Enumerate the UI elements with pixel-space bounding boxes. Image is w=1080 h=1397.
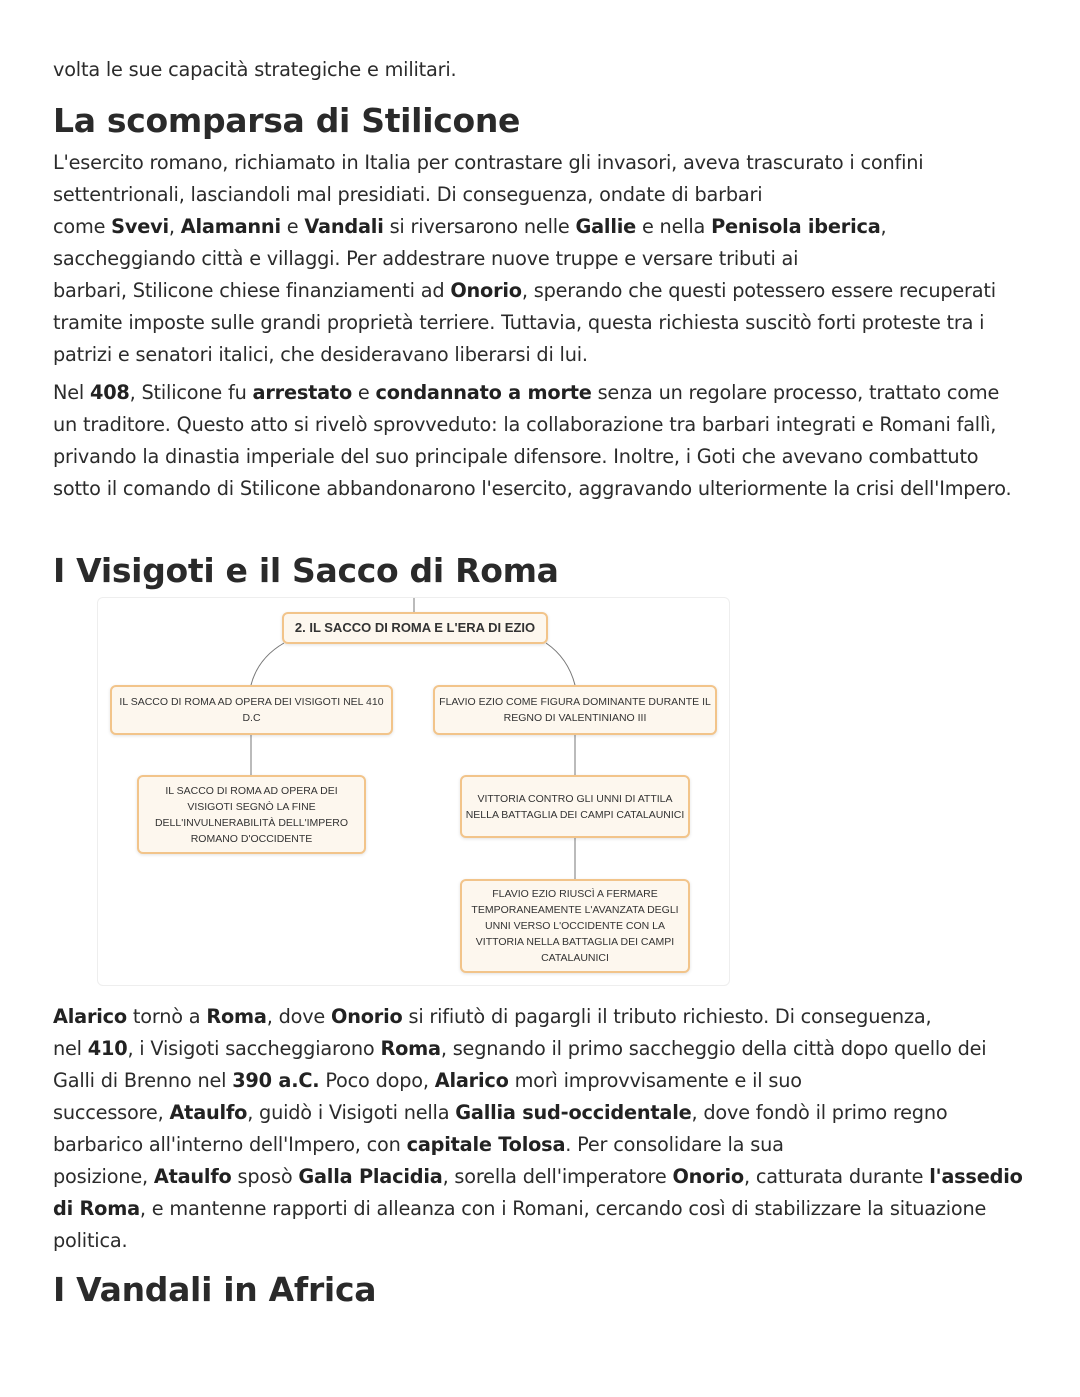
text-run: e — [352, 381, 376, 404]
bold-text: arrestato — [252, 381, 352, 404]
text-run: senza un regolare processo, trattato come un traditore. Questo atto si rivelò sprovveduto: la collaborazione tra barbari integrati e Romani fallì, privando la dinastia imperiale del suo principale difensore. Inoltre, i Goti che avevano combattuto sotto il comando di Stilicone abbandonarono l'esercito, aggravando ulteriormente la crisi dell'Impero. — [53, 381, 1012, 500]
bold-text: Ataulfo — [153, 1165, 232, 1188]
text-run: morì improvvisamente e il suo — [508, 1069, 802, 1092]
text-run: Poco dopo, — [319, 1069, 435, 1092]
text-run: si rifiutò di pagargli il tributo richiesto. Di conseguenza, — [402, 1005, 932, 1028]
text-run: , dove fondò il primo regno barbarico all'interno dell'Impero, con — [53, 1101, 948, 1156]
bold-text: capitale Tolosa — [406, 1133, 566, 1156]
bold-text: Ataulfo — [169, 1101, 248, 1124]
text-run: e — [280, 215, 305, 238]
text-run: . Per consolidare la sua — [565, 1133, 784, 1156]
text-run: L'esercito romano, richiamato in Italia per contrastare gli invasori, aveva trascurato i confini settentrionali, lasciandoli mal presidiati. Di conseguenza, ondate di barbari — [53, 151, 924, 206]
text-run: come — [53, 215, 112, 238]
bold-text: Vandali — [304, 215, 384, 238]
text-run: posizione, — [53, 1165, 154, 1188]
bold-text: Roma — [380, 1037, 441, 1060]
text-run: , saccheggiando città e villaggi. Per addestrare nuove truppe e versare tributi ai — [53, 215, 887, 270]
intro-paragraph — [53, 54, 456, 86]
bold-text: 410 — [87, 1037, 128, 1060]
text-run: nel — [53, 1037, 88, 1060]
text-run: Nel — [53, 381, 90, 404]
section-body — [53, 1001, 1028, 1257]
map-node-right-child: VITTORIA CONTRO GLI UNNI DI ATTILA NELLA BATTAGLIA DEI CAMPI CATALAUNICI — [460, 775, 690, 838]
bold-text: 408 — [89, 381, 130, 404]
map-node-left-child: IL SACCO DI ROMA AD OPERA DEI VISIGOTI SEGNÒ LA FINE DELL'INVULNERABILITÀ DELL'IMPERO ROMANO D'OCCIDENTE — [137, 775, 366, 854]
bold-text: Onorio — [672, 1165, 744, 1188]
bold-text: Alarico — [53, 1005, 127, 1028]
bold-text: Alamanni — [180, 215, 281, 238]
bold-text: 390 a.C. — [232, 1069, 320, 1092]
bold-text: Gallie — [575, 215, 637, 238]
bold-text: Alarico — [434, 1069, 509, 1092]
bold-text: Onorio — [450, 279, 522, 302]
text-run: , catturata durante — [743, 1165, 930, 1188]
bold-text: Roma — [206, 1005, 267, 1028]
text-run: , e mantenne rapporti di alleanza con i Romani, cercando così di stabilizzare la situazione politica. — [53, 1197, 987, 1252]
paragraph — [53, 147, 1028, 371]
bold-text: l'assedio di Roma — [53, 1165, 1023, 1220]
text-run: , guidò i Visigoti nella — [247, 1101, 456, 1124]
bold-text: Gallia sud-occidentale — [455, 1101, 692, 1124]
text-run: , sorella dell'imperatore — [442, 1165, 673, 1188]
text-run: sposò — [231, 1165, 299, 1188]
bold-text: Penisola iberica — [711, 215, 881, 238]
text-run: barbari, Stilicone chiese finanziamenti ad — [53, 279, 451, 302]
text-run: , segnando il primo saccheggio della città dopo quello dei Galli di Brenno nel — [53, 1037, 987, 1092]
bold-text: Galla Placidia — [298, 1165, 443, 1188]
map-node-right: FLAVIO EZIO COME FIGURA DOMINANTE DURANTE IL REGNO DI VALENTINIANO III — [433, 685, 717, 735]
section-body — [53, 147, 1028, 505]
text-run: , dove — [266, 1005, 332, 1028]
text-run: , — [168, 215, 181, 238]
paragraph — [53, 377, 1028, 505]
text-run: , sperando che questi potessero essere recuperati tramite imposte sulle grandi proprietà terriere. Tuttavia, questa richiesta suscitò forti proteste tra i patrizi e senatori italici, che desideravano liberarsi di lui. — [53, 279, 996, 366]
map-node-left: IL SACCO DI ROMA AD OPERA DEI VISIGOTI NEL 410 D.C — [110, 685, 393, 735]
section-heading: I Visigoti e il Sacco di Roma — [53, 551, 559, 590]
paragraph — [53, 1001, 1028, 1257]
text-run: volta le sue capacità strategiche e militari. — [53, 58, 457, 81]
bold-text: Svevi — [111, 215, 169, 238]
text-run: , Stilicone fu — [129, 381, 253, 404]
bold-text: Onorio — [331, 1005, 403, 1028]
bold-text: condannato a morte — [375, 381, 592, 404]
text-run: , i Visigoti saccheggiarono — [127, 1037, 381, 1060]
text-run: tornò a — [126, 1005, 207, 1028]
map-node-right-grandchild: FLAVIO EZIO RIUSCÌ A FERMARE TEMPORANEAMENTE L'AVANZATA DEGLI UNNI VERSO L'OCCIDENTE CON LA VITTORIA NELLA BATTAGLIA DEI CAMPI CATALAUNICI — [460, 879, 690, 973]
text-run: si riversarono nelle — [383, 215, 576, 238]
concept-map — [97, 597, 730, 986]
map-root-node: 2. IL SACCO DI ROMA E L'ERA DI EZIO — [282, 612, 548, 644]
text-run: successore, — [53, 1101, 170, 1124]
text-run: e nella — [636, 215, 712, 238]
section-heading: La scomparsa di Stilicone — [53, 101, 521, 140]
section-heading: I Vandali in Africa — [53, 1270, 377, 1309]
